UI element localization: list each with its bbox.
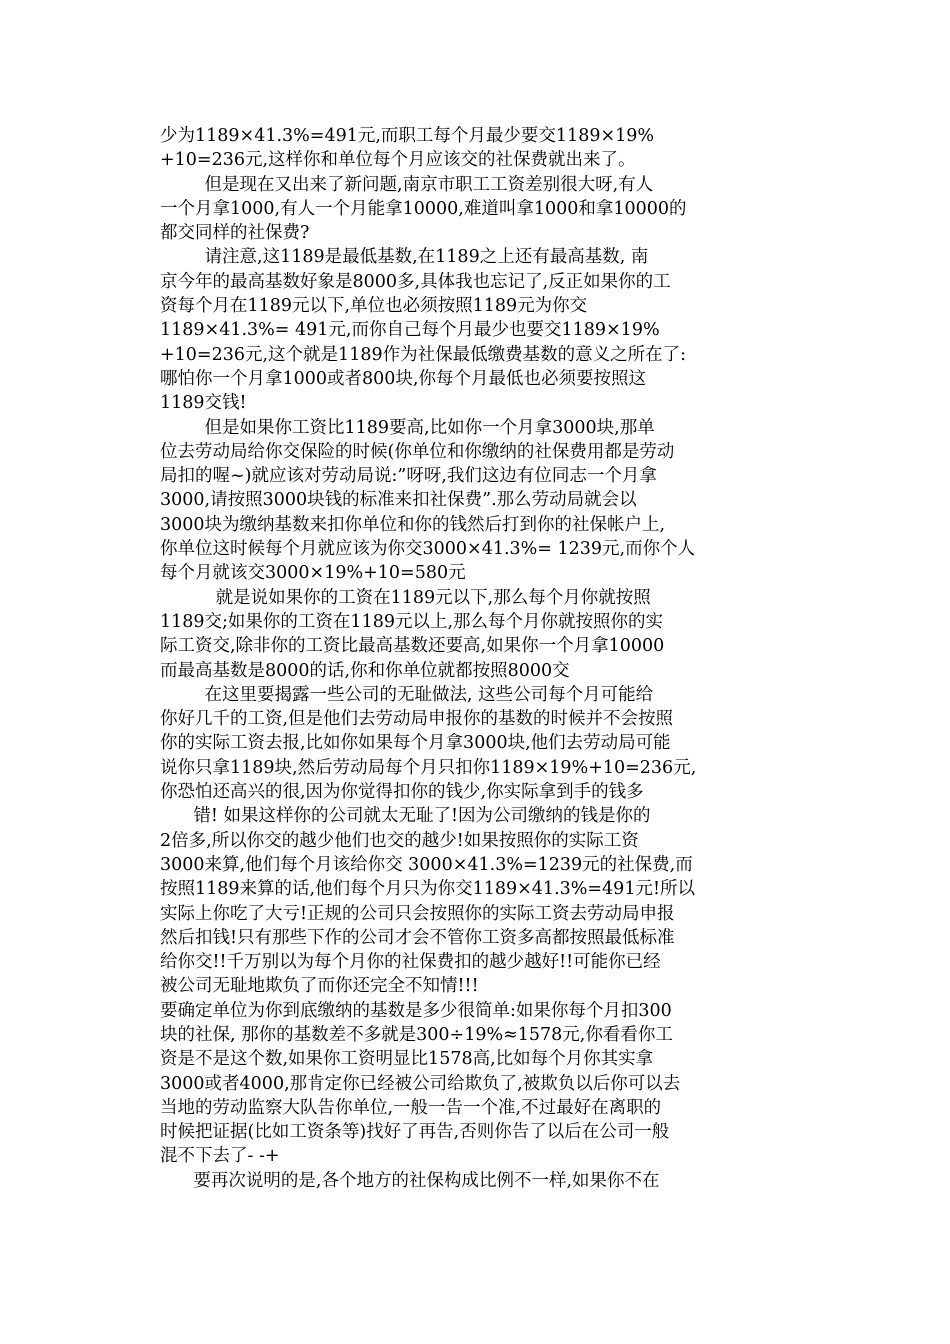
- text-line: 按照1189来算的话,他们每个月只为你交1189×41.3%=491元!所以: [160, 879, 695, 900]
- text-line: 3000来算,他们每个月该给你交 3000×41.3%=1239元的社保费,而: [160, 854, 693, 875]
- text-line: 1189×41.3%= 491元,而你自己每个月最少也要交1189×19%: [160, 320, 660, 341]
- text-line: 每个月就该交3000×19%+10=580元: [160, 563, 466, 584]
- text-line: +10=236元,这样你和单位每个月应该交的社保费就出来了。: [160, 150, 636, 171]
- text-line: 你单位这时候每个月就应该为你交3000×41.3%= 1239元,而你个人: [160, 539, 696, 560]
- text-line: 你恐怕还高兴的很,因为你觉得扣你的钱少,你实际拿到手的钱多: [160, 782, 644, 803]
- text-line: 3000块为缴纳基数来扣你单位和你的钱然后打到你的社保帐户上,: [160, 514, 666, 535]
- text-line: 局扣的喔~)就应该对劳动局说:”呀呀,我们这边有位同志一个月拿: [160, 466, 657, 487]
- text-line: 当地的劳动监察大队告你单位,一般一告一个准,不过最好在离职的: [160, 1097, 662, 1118]
- text-line: 然后扣钱!只有那些下作的公司才会不管你工资多高都按照最低标准: [160, 927, 675, 948]
- text-line: 你好几千的工资,但是他们去劳动局申报你的基数的时候并不会按照: [160, 709, 674, 730]
- text-line: 被公司无耻地欺负了而你还完全不知情!!!: [160, 976, 479, 997]
- text-line: 但是如果你工资比1189要高,比如你一个月拿3000块,那单: [160, 417, 655, 438]
- text-line: 块的社保, 那你的基数差不多就是300÷19%≈1578元,你看看你工: [160, 1024, 673, 1045]
- text-line: 说你只拿1189块,然后劳动局每个月只扣你1189×19%+10=236元,: [160, 757, 697, 778]
- text-line: 要确定单位为你到底缴纳的基数是多少很简单:如果你每个月扣300: [160, 1000, 672, 1021]
- text-line: 位去劳动局给你交保险的时候(你单位和你缴纳的社保费用都是劳动: [160, 441, 675, 462]
- text-line: 3000,请按照3000块钱的标准来扣社保费”.那么劳动局就会以: [160, 490, 637, 511]
- text-line: 都交同样的社保费?: [160, 223, 310, 244]
- text-line: 3000或者4000,那肯定你已经被公司给欺负了,被欺负以后你可以去: [160, 1073, 681, 1094]
- text-line: 错! 如果这样你的公司就太无耻了!因为公司缴纳的钱是你的: [160, 806, 651, 827]
- text-line: 混不下去了- -+: [160, 1146, 280, 1167]
- text-line: 资是不是这个数,如果你工资明显比1578高,比如每个月你其实拿: [160, 1049, 654, 1070]
- text-line: 就是说如果你的工资在1189元以下,那么每个月你就按照: [160, 587, 651, 608]
- text-line: 2倍多,所以你交的越少他们也交的越少!如果按照你的实际工资: [160, 830, 639, 851]
- text-line: 但是现在又出来了新问题,南京市职工工资差别很大呀,有人: [160, 174, 654, 195]
- text-line: 实际上你吃了大亏!正规的公司只会按照你的实际工资去劳动局申报: [160, 903, 675, 924]
- text-line: 一个月拿1000,有人一个月能拿10000,难道叫拿1000和拿10000的: [160, 198, 687, 219]
- text-line: 1189交;如果你的工资在1189元以上,那么每个月你就按照你的实: [160, 611, 664, 632]
- text-line: 少为1189×41.3%=491元,而职工每个月最少要交1189×19%: [160, 126, 655, 146]
- text-line: 1189交钱!: [160, 393, 247, 414]
- text-line: 资每个月在1189元以下,单位也必须按照1189元为你交: [160, 296, 588, 317]
- text-line: 哪怕你一个月拿1000或者800块,你每个月最低也必须要按照这: [160, 368, 646, 389]
- text-line: 时候把证据(比如工资条等)找好了再告,否则你告了以后在公司一般: [160, 1122, 670, 1143]
- text-line: 给你交!!千万别以为每个月你的社保费扣的越少越好!!可能你已经: [160, 952, 661, 973]
- text-line: 京今年的最高基数好象是8000多,具体我也忘记了,反正如果你的工: [160, 271, 671, 292]
- text-line: 际工资交,除非你的工资比最高基数还要高,如果你一个月拿10000: [160, 636, 665, 657]
- text-line: 你的实际工资去报,比如你如果每个月拿3000块,他们去劳动局可能: [160, 733, 671, 754]
- document-body: [160, 124, 800, 1193]
- text-line: 要再次说明的是,各个地方的社保构成比例不一样,如果你不在: [160, 1170, 660, 1191]
- text-line: 而最高基数是8000的话,你和你单位就都按照8000交: [160, 660, 570, 681]
- text-line: +10=236元,这个就是1189作为社保最低缴费基数的意义之所在了:: [160, 344, 686, 365]
- text-line: 请注意,这1189是最低基数,在1189之上还有最高基数, 南: [160, 247, 649, 268]
- text-line: 在这里要揭露一些公司的无耻做法, 这些公司每个月可能给: [160, 684, 654, 705]
